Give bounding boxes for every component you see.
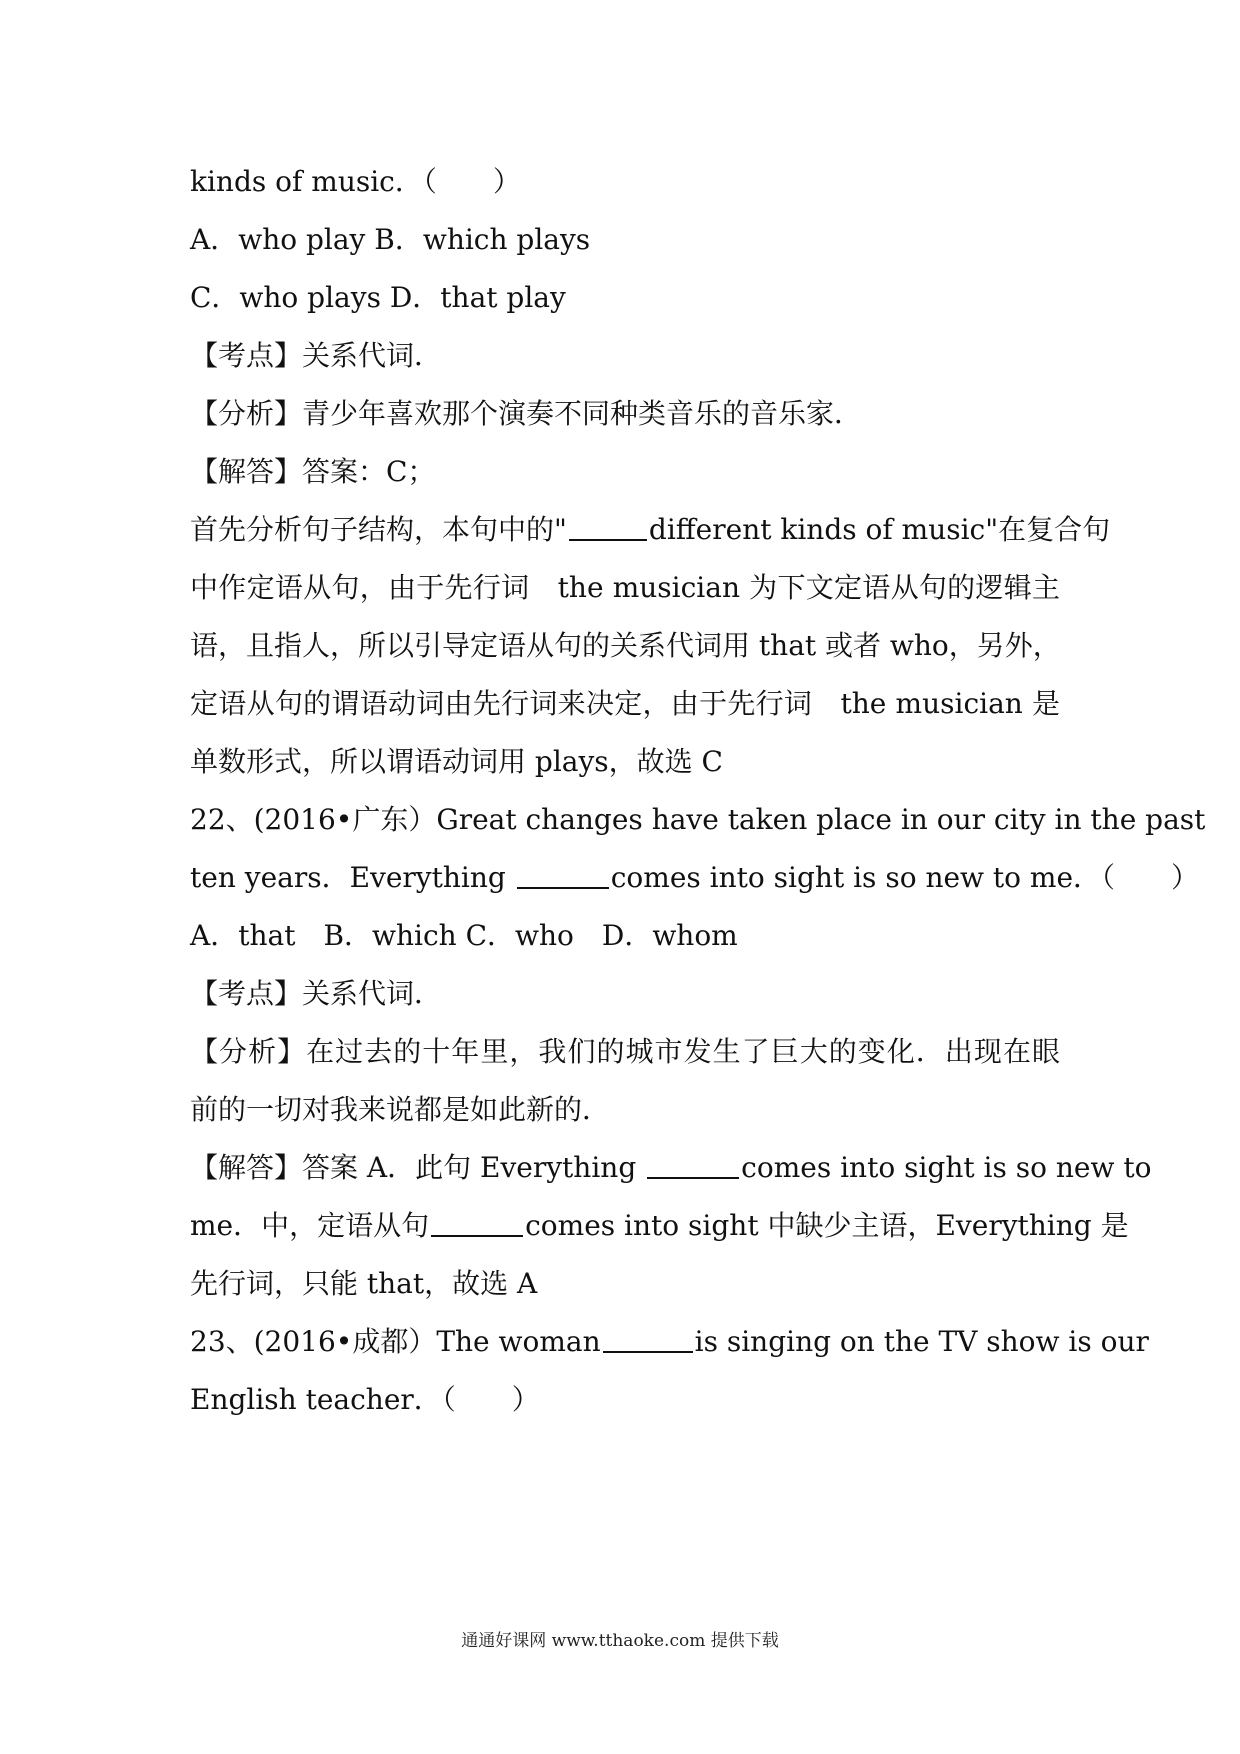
line-text: ten years．Everything	[190, 861, 515, 894]
explanation-line	[190, 568, 1060, 608]
line-text: 【考点】关系代词．	[190, 977, 443, 1010]
line-text: A．that B．which C．who D．whom	[190, 919, 738, 952]
line-text: kinds of music．（ ）	[190, 165, 521, 198]
answer-line	[190, 1148, 1152, 1188]
line-text: me．中，定语从句	[190, 1209, 430, 1242]
page-footer	[0, 1626, 1240, 1656]
line-text: 先行词，只能 that，故选 A	[190, 1267, 538, 1300]
line-text: 23、(2016•成都）The woman	[190, 1325, 601, 1358]
line-text: 前的一切对我来说都是如此新的．	[190, 1093, 611, 1126]
line-text: is singing on the TV show is our	[694, 1325, 1149, 1358]
explanation-line	[190, 1264, 1060, 1304]
explanation-line	[190, 742, 1060, 782]
explanation-line	[190, 626, 1060, 666]
answer-blank	[431, 1209, 523, 1237]
line-text: 中作定语从句，由于先行词 the musician 为下文定语从句的逻辑主	[190, 571, 1060, 604]
question-line	[190, 1322, 1149, 1362]
answer-blank	[569, 513, 647, 541]
line-text: 【考点】关系代词．	[190, 339, 443, 372]
line-text: 【分析】青少年喜欢那个演奏不同种类音乐的音乐家．	[190, 397, 863, 430]
option-line	[190, 916, 1060, 956]
line-text: comes into sight 中缺少主语，Everything 是	[525, 1209, 1129, 1242]
analysis-line	[190, 1090, 1060, 1130]
line-text: comes into sight is so new to	[741, 1151, 1152, 1184]
line-text: C．who plays D．that play	[190, 281, 566, 314]
explanation-line	[190, 510, 1111, 550]
explanation-line	[190, 684, 1060, 724]
line-text: comes into sight is so new to me．（ ）	[610, 861, 1200, 894]
line-text: 定语从句的谓语动词由先行词来决定，由于先行词 the musician 是	[190, 687, 1060, 720]
line-text: 语，且指人，所以引导定语从句的关系代词用 that 或者 who，另外，	[190, 629, 1061, 662]
option-line	[190, 278, 1060, 318]
line-text: 22、(2016•广东）Great changes have taken place in our city in the past	[190, 803, 1206, 836]
answer-blank	[647, 1151, 739, 1179]
answer-line	[190, 452, 1060, 492]
text-line	[190, 162, 1060, 202]
question-line	[190, 858, 1200, 898]
line-text: 【分析】在过去的十年里，我们的城市发生了巨大的变化．出现在眼	[190, 1035, 1060, 1068]
line-text: English teacher．（ ）	[190, 1383, 540, 1416]
footer-text: 通通好课网 www.tthaoke.com 提供下载	[461, 1631, 779, 1651]
question-line	[190, 800, 1206, 840]
question-line	[190, 1380, 1060, 1420]
line-text: different kinds of music"在复合句	[648, 513, 1111, 546]
analysis-line	[190, 1032, 1060, 1072]
exam-point-line	[190, 336, 1060, 376]
line-text: 单数形式，所以谓语动词用 plays，故选 C	[190, 745, 723, 778]
exam-point-line	[190, 974, 1060, 1014]
explanation-line	[190, 1206, 1129, 1246]
answer-blank	[603, 1325, 693, 1353]
option-line	[190, 220, 1060, 260]
answer-blank	[517, 861, 609, 889]
analysis-line	[190, 394, 1060, 434]
line-text: 首先分析句子结构，本句中的"	[190, 513, 567, 546]
line-text: 【解答】答案 A．此句 Everything	[190, 1151, 646, 1184]
line-text: A．who play B．which plays	[190, 223, 591, 256]
line-text: 【解答】答案：C；	[190, 455, 436, 488]
